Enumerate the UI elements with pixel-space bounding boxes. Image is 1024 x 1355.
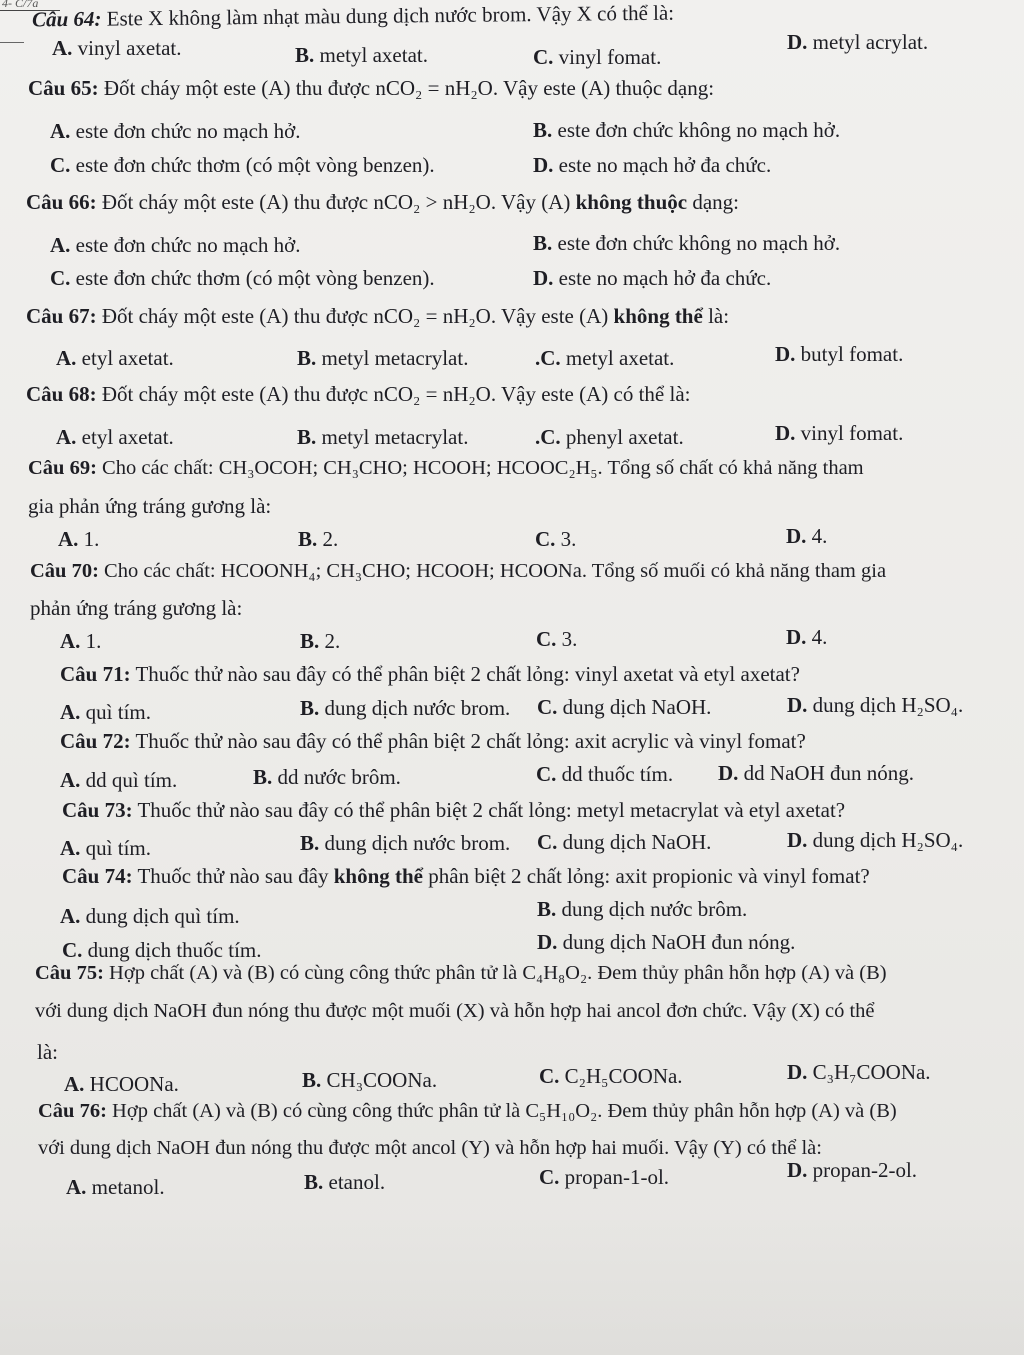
- option-c: C. este đơn chức thơm (có một vòng benzen).: [50, 266, 435, 290]
- handwritten-note: 4- C/7a: [2, 0, 39, 10]
- option-a: A. este đơn chức no mạch hở.: [50, 119, 301, 143]
- option-c: C. vinyl fomat.: [533, 45, 662, 69]
- question-65: Câu 65: Đốt cháy một este (A) thu được nCO₂ = nH₂O. Vậy este (A) thuộc dạng:: [28, 76, 715, 100]
- question-71: Câu 71: Thuốc thử nào sau đây có thể phân biệt 2 chất lỏng: vinyl axetat và etyl axetat?: [60, 662, 800, 686]
- option-d: D. 4.: [786, 625, 828, 649]
- question-text: Este X không làm nhạt màu dung dịch nước brom. Vậy X có thể là:: [106, 0, 675, 31]
- option-d: D. 4.: [786, 524, 828, 548]
- question-64: [31, 0, 675, 32]
- question-75: Câu 75: Hợp chất (A) và (B) có cùng công thức phân tử là C₄H₈O₂. Đem thủy phân hỗn hợp (A) và (B): [35, 962, 887, 984]
- option-c: .C. metyl axetat.: [535, 346, 675, 370]
- option-b: B. CH₃COONa.: [302, 1068, 438, 1092]
- formula: nCO₂ = nH₂O: [375, 76, 493, 100]
- question-76-continued: với dung dịch NaOH đun nóng thu được một ancol (Y) và hỗn hợp hai muối. Vậy (Y) có thể là:: [38, 1137, 822, 1159]
- option-c: C. dd thuốc tím.: [536, 762, 674, 786]
- question-74: Câu 74: Thuốc thử nào sau đây không thể phân biệt 2 chất lỏng: axit propionic và vinyl fomat?: [62, 864, 870, 888]
- option-a: A. vinyl axetat.: [52, 36, 182, 60]
- option-d: D. dung dịch NaOH đun nóng.: [537, 930, 796, 954]
- formula: nCO₂ > nH₂O: [373, 190, 491, 214]
- question-70-continued: phản ứng tráng gương là:: [30, 596, 243, 620]
- option-a: A. este đơn chức no mạch hở.: [50, 233, 301, 257]
- option-d: D. dung dịch H₂SO₄.: [787, 828, 964, 852]
- option-d: D. propan-2-ol.: [787, 1158, 918, 1182]
- option-c: C. propan-1-ol.: [539, 1165, 670, 1189]
- option-b: B. metyl metacrylat.: [297, 346, 469, 370]
- option-d: D. este no mạch hở đa chức.: [533, 266, 772, 290]
- blank-paper-area: [0, 1210, 1024, 1355]
- option-b: B. 2.: [298, 527, 339, 551]
- option-d: D. butyl fomat.: [775, 342, 904, 366]
- question-72: Câu 72: Thuốc thử nào sau đây có thể phân biệt 2 chất lỏng: axit acrylic và vinyl fomat?: [60, 729, 806, 753]
- formula: nCO₂ = nH₂O: [373, 304, 491, 328]
- question-76: Câu 76: Hợp chất (A) và (B) có cùng công thức phân tử là C₅H₁₀O₂. Đem thủy phân hỗn hợp (A) và (B): [38, 1100, 897, 1122]
- option-b: B. metyl metacrylat.: [297, 425, 469, 449]
- question-70: Câu 70: Cho các chất: HCOONH₄; CH₃CHO; HCOOH; HCOONa. Tổng số muối có khả năng tham gia: [30, 560, 887, 582]
- option-b: B. este đơn chức không no mạch hở.: [533, 118, 841, 142]
- option-b: B. 2.: [300, 629, 341, 653]
- option-b: B. dung dịch nước brom.: [300, 696, 511, 720]
- option-b: B. este đơn chức không no mạch hở.: [533, 231, 841, 255]
- option-c: C. C₂H₅COONa.: [539, 1064, 683, 1088]
- option-d: D. dung dịch H₂SO₄.: [787, 693, 964, 717]
- option-a: A. 1.: [58, 527, 100, 551]
- pen-mark-2: [0, 42, 24, 43]
- option-c: C. 3.: [535, 527, 577, 551]
- option-a: A. HCOONa.: [64, 1072, 179, 1096]
- option-d: D. este no mạch hở đa chức.: [533, 153, 772, 177]
- option-b: B. metyl axetat.: [295, 43, 428, 67]
- option-c: C. dung dịch thuốc tím.: [62, 938, 262, 962]
- option-d: D. dd NaOH đun nóng.: [718, 761, 914, 785]
- option-c: C. 3.: [536, 627, 578, 651]
- option-c: C. dung dịch NaOH.: [537, 830, 712, 854]
- question-68: Câu 68: Đốt cháy một este (A) thu được nCO₂ = nH₂O. Vậy este (A) có thể là:: [26, 382, 691, 406]
- option-c: C. este đơn chức thơm (có một vòng benzen).: [50, 153, 435, 177]
- option-c: .C. phenyl axetat.: [535, 425, 684, 449]
- option-b: B. dung dịch nước brôm.: [537, 897, 748, 921]
- option-d: D. metyl acrylat.: [787, 30, 929, 54]
- option-a: A. quì tím.: [60, 836, 152, 860]
- option-a: A. dd quì tím.: [60, 768, 178, 792]
- option-b: B. dd nước brôm.: [253, 765, 401, 789]
- question-75-continued: với dung dịch NaOH đun nóng thu được một muối (X) và hỗn hợp hai ancol đơn chức. Vậy (X) có thể: [35, 1000, 875, 1022]
- question-66: Câu 66: Đốt cháy một este (A) thu được nCO₂ > nH₂O. Vậy (A) không thuộc dạng:: [26, 190, 739, 214]
- option-a: A. metanol.: [66, 1175, 165, 1199]
- option-a: A. etyl axetat.: [56, 425, 174, 449]
- option-a: A. dung dịch quì tím.: [60, 904, 240, 928]
- option-c: C. dung dịch NaOH.: [537, 695, 712, 719]
- option-b: B. etanol.: [304, 1170, 386, 1194]
- option-a: A. etyl axetat.: [56, 346, 174, 370]
- option-a: A. 1.: [60, 629, 102, 653]
- question-67: Câu 67: Đốt cháy một este (A) thu được nCO₂ = nH₂O. Vậy este (A) không thể là:: [26, 304, 730, 328]
- question-73: Câu 73: Thuốc thử nào sau đây có thể phân biệt 2 chất lỏng: metyl metacrylat và etyl axetat?: [62, 798, 846, 822]
- question-69-continued: gia phản ứng tráng gương là:: [28, 494, 272, 518]
- option-a: A. quì tím.: [60, 700, 152, 724]
- option-d: D. C₃H₇COONa.: [787, 1060, 931, 1084]
- question-75-continued-2: là:: [37, 1040, 58, 1064]
- option-b: B. dung dịch nước brom.: [300, 831, 511, 855]
- formula: nCO₂ = nH₂O: [373, 382, 491, 406]
- question-number: Câu 64:: [31, 6, 102, 32]
- question-69: Câu 69: Cho các chất: CH₃OCOH; CH₃CHO; HCOOH; HCOOC₂H₅. Tổng số chất có khả năng tham: [28, 457, 864, 479]
- option-d: D. vinyl fomat.: [775, 421, 904, 445]
